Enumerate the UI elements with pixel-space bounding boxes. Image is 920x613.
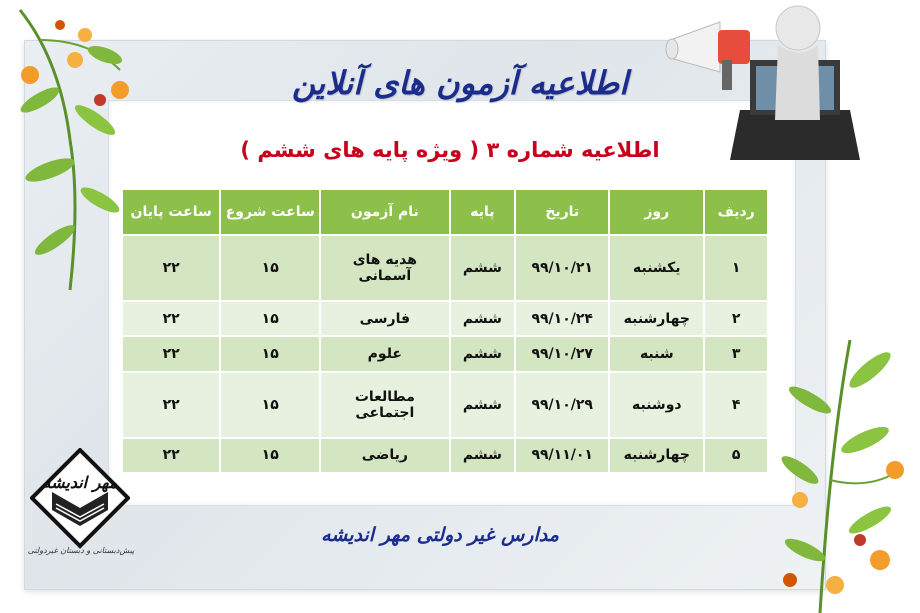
table-row bbox=[122, 301, 768, 336]
school-name-footer: مدارس غیر دولتی مهر اندیشه bbox=[321, 524, 559, 546]
exam-schedule-table bbox=[121, 188, 769, 474]
cell-end-time: ۲۲ bbox=[122, 372, 220, 438]
flower-decoration-bottom-right bbox=[760, 330, 920, 613]
logo-caption: پیش‌دبستانی و دبستان غیردولتی bbox=[27, 546, 135, 555]
cell-date: ۹۹/۱۰/۲۱ bbox=[515, 235, 609, 301]
cell-exam-name: علوم bbox=[320, 336, 449, 371]
cell-date: ۹۹/۱۰/۲۹ bbox=[515, 372, 609, 438]
cell-end-time: ۲۲ bbox=[122, 438, 220, 473]
cell-grade: ششم bbox=[450, 438, 516, 473]
cell-row-number: ۴ bbox=[704, 372, 768, 438]
header-grade: پایه bbox=[450, 189, 516, 235]
table-row bbox=[122, 438, 768, 473]
cell-day: شنبه bbox=[609, 336, 704, 371]
cell-grade: ششم bbox=[450, 301, 516, 336]
table-header-row bbox=[122, 189, 768, 235]
header-end-time: ساعت پایان bbox=[122, 189, 220, 235]
cell-date: ۹۹/۱۰/۲۷ bbox=[515, 336, 609, 371]
cell-exam-name: مطالعات اجتماعی bbox=[320, 372, 449, 438]
announcement-subtitle: اطلاعیه شماره ۳ ( ویژه پایه های ششم ) bbox=[240, 138, 660, 162]
cell-start-time: ۱۵ bbox=[220, 438, 320, 473]
cell-day: چهارشنبه bbox=[609, 438, 704, 473]
cell-exam-name: هدیه های آسمانی bbox=[320, 235, 449, 301]
cell-day: یکشنبه bbox=[609, 235, 704, 301]
cell-exam-name: ریاضی bbox=[320, 438, 449, 473]
cell-grade: ششم bbox=[450, 336, 516, 371]
table-row bbox=[122, 372, 768, 438]
header-exam-name: نام آزمون bbox=[320, 189, 449, 235]
cell-day: چهارشنبه bbox=[609, 301, 704, 336]
cell-row-number: ۵ bbox=[704, 438, 768, 473]
book-icon bbox=[30, 448, 130, 558]
header-row-number: ردیف bbox=[704, 189, 768, 235]
cell-row-number: ۳ bbox=[704, 336, 768, 371]
table-row bbox=[122, 336, 768, 371]
cell-grade: ششم bbox=[450, 372, 516, 438]
cell-end-time: ۲۲ bbox=[122, 301, 220, 336]
header-start-time: ساعت شروع bbox=[220, 189, 320, 235]
cell-day: دوشنبه bbox=[609, 372, 704, 438]
header-date: تاریخ bbox=[515, 189, 609, 235]
cell-date: ۹۹/۱۱/۰۱ bbox=[515, 438, 609, 473]
logo-text: مهر اندیشه bbox=[42, 473, 118, 492]
cell-start-time: ۱۵ bbox=[220, 372, 320, 438]
cell-row-number: ۱ bbox=[704, 235, 768, 301]
header-day: روز bbox=[609, 189, 704, 235]
cell-start-time: ۱۵ bbox=[220, 336, 320, 371]
cell-end-time: ۲۲ bbox=[122, 235, 220, 301]
page-title: اطلاعیه آزمون های آنلاین bbox=[291, 64, 629, 102]
megaphone-laptop-illustration bbox=[660, 0, 860, 180]
cell-start-time: ۱۵ bbox=[220, 235, 320, 301]
table-row bbox=[122, 235, 768, 301]
cell-start-time: ۱۵ bbox=[220, 301, 320, 336]
cell-row-number: ۲ bbox=[704, 301, 768, 336]
cell-date: ۹۹/۱۰/۲۴ bbox=[515, 301, 609, 336]
cell-exam-name: فارسی bbox=[320, 301, 449, 336]
cell-grade: ششم bbox=[450, 235, 516, 301]
cell-end-time: ۲۲ bbox=[122, 336, 220, 371]
